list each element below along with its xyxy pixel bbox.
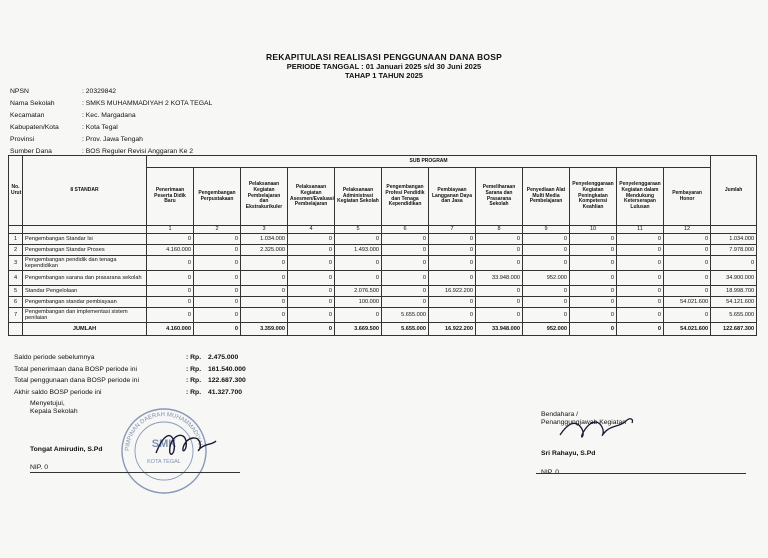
row-value: 0 <box>523 245 570 256</box>
table-row <box>9 234 757 245</box>
header-no-urut: No. Urut <box>9 156 23 226</box>
row-value: 100.000 <box>335 297 382 308</box>
summary-row <box>14 375 246 387</box>
row-value: 0 <box>617 234 664 245</box>
summary-row <box>14 352 246 364</box>
row-value: 0 <box>617 245 664 256</box>
row-value: 0 <box>382 256 429 271</box>
row-value: 0 <box>335 234 382 245</box>
rekapitulasi-table <box>8 155 757 336</box>
row-value: 0 <box>664 286 711 297</box>
summary-currency: : Rp. <box>186 365 202 373</box>
info-value: : BOS Reguler Revisi Anggaran Ke 2 <box>82 147 194 155</box>
signature-scribble-right-icon <box>556 405 636 451</box>
signature-left-name: Tongat Amirudin, S.Pd <box>30 446 103 453</box>
row-value: 2.325.000 <box>241 245 288 256</box>
summary-row <box>14 387 246 399</box>
column-number <box>23 226 147 234</box>
row-value: 0 <box>382 234 429 245</box>
header-jumlah: Jumlah <box>711 156 757 226</box>
info-row-npsn <box>10 85 212 97</box>
row-value: 0 <box>241 297 288 308</box>
row-value: 0 <box>147 271 194 286</box>
column-number: 12 <box>664 226 711 234</box>
row-number: 7 <box>9 308 23 323</box>
info-row-kecamatan <box>10 109 212 121</box>
column-number <box>9 226 23 234</box>
row-value: 0 <box>241 308 288 323</box>
signature-right-nip: NIP. 0 <box>541 469 560 476</box>
total-label: JUMLAH <box>23 323 147 336</box>
row-value: 0 <box>429 234 476 245</box>
row-value: 0 <box>194 256 241 271</box>
total-empty <box>9 323 23 336</box>
total-value: 0 <box>617 323 664 336</box>
row-standar: Pengembangan Standar Isi <box>23 234 147 245</box>
school-info <box>10 85 212 157</box>
summary-value: 161.540.000 <box>208 365 246 373</box>
row-number: 3 <box>9 256 23 271</box>
row-value: 0 <box>429 308 476 323</box>
info-row-kabupaten <box>10 121 212 133</box>
header-sub-program: SUB PROGRAM <box>147 156 711 168</box>
table-row <box>9 256 757 271</box>
row-value: 0 <box>147 234 194 245</box>
table-row <box>9 308 757 323</box>
table-row <box>9 245 757 256</box>
row-value: 4.160.000 <box>147 245 194 256</box>
row-standar: Pengembangan Standar Proses <box>23 245 147 256</box>
row-value: 0 <box>570 245 617 256</box>
column-header: Pelaksanaan Kegiatan Asesmen/Evaluasi Pembelajaran <box>288 168 335 226</box>
row-value: 0 <box>382 286 429 297</box>
row-value: 0 <box>570 308 617 323</box>
row-value: 0 <box>288 286 335 297</box>
total-value: 0 <box>570 323 617 336</box>
row-value: 0 <box>429 271 476 286</box>
row-value: 0 <box>288 308 335 323</box>
row-value: 0 <box>147 256 194 271</box>
row-value: 0 <box>194 286 241 297</box>
signature-left <box>30 400 103 471</box>
row-value: 0 <box>523 308 570 323</box>
row-standar: Pengembangan sarana dan prasarana sekolah <box>23 271 147 286</box>
row-value: 0 <box>194 245 241 256</box>
row-value: 0 <box>429 297 476 308</box>
row-value: 0 <box>288 245 335 256</box>
row-value: 1.493.000 <box>335 245 382 256</box>
column-number: 8 <box>476 226 523 234</box>
summary-currency: : Rp. <box>186 388 202 396</box>
signature-right-line <box>536 473 746 474</box>
column-header: Penyelenggaraan Kegiatan Peningkatan Kompetensi Keahlian <box>570 168 617 226</box>
row-value: 0 <box>476 308 523 323</box>
document-periode: PERIODE TANGGAL : 01 Januari 2025 s/d 30 Juni 2025 <box>286 62 482 71</box>
info-value: : Kec. Margadana <box>82 111 136 119</box>
row-value: 0 <box>523 286 570 297</box>
column-header: Penerimaan Peserta Didik Baru <box>147 168 194 226</box>
total-value: 952.000 <box>523 323 570 336</box>
row-value: 0 <box>617 286 664 297</box>
column-number: 4 <box>288 226 335 234</box>
row-value: 5.655.000 <box>382 308 429 323</box>
row-value: 0 <box>476 297 523 308</box>
summary-label: Total penggunaan dana BOSP periode ini <box>14 377 139 385</box>
row-value: 0 <box>429 256 476 271</box>
row-value: 0 <box>617 256 664 271</box>
document-tahap: TAHAP 1 TAHUN 2025 <box>345 71 423 80</box>
row-value: 0 <box>288 234 335 245</box>
info-label: Kecamatan <box>10 111 45 119</box>
total-value: 5.655.000 <box>382 323 429 336</box>
row-value: 0 <box>194 271 241 286</box>
row-jumlah: 18.998.700 <box>711 286 757 297</box>
row-value: 0 <box>288 256 335 271</box>
total-value: 33.948.000 <box>476 323 523 336</box>
total-value: 0 <box>288 323 335 336</box>
row-value: 0 <box>570 271 617 286</box>
row-value: 0 <box>241 286 288 297</box>
row-jumlah: 54.121.600 <box>711 297 757 308</box>
signature-left-line1: Menyetujui, <box>30 400 65 407</box>
signature-right-name: Sri Rahayu, S.Pd <box>541 450 596 457</box>
row-jumlah: 34.900.000 <box>711 271 757 286</box>
column-number: 3 <box>241 226 288 234</box>
column-header: Pembiayaan Langganan Daya dan Jasa <box>429 168 476 226</box>
total-value: 3.669.500 <box>335 323 382 336</box>
summary-value: 2.475.000 <box>208 354 239 362</box>
row-number: 6 <box>9 297 23 308</box>
column-header: Pelaksanaan Administrasi Kegiatan Sekolah <box>335 168 382 226</box>
summary-value: 41.327.700 <box>208 388 243 396</box>
row-value: 0 <box>664 256 711 271</box>
signature-right-line2: Penanggungjawab Kegiatan <box>541 419 627 426</box>
row-standar: Standar Pengelolaan <box>23 286 147 297</box>
total-jumlah: 122.687.300 <box>711 323 757 336</box>
svg-text:KOTA TEGAL: KOTA TEGAL <box>147 459 181 465</box>
column-number: 5 <box>335 226 382 234</box>
summary-label: Akhir saldo BOSP periode ini <box>14 388 102 396</box>
row-value: 1.034.000 <box>241 234 288 245</box>
row-value: 0 <box>523 256 570 271</box>
saldo-summary <box>14 352 246 398</box>
column-header: Penyelenggaraan Kegiatan dalam Mendukung Keterserapan Lulusan <box>617 168 664 226</box>
info-value: : SMKS MUHAMMADIYAH 2 KOTA TEGAL <box>82 99 213 107</box>
signature-scribble-left-icon <box>150 425 220 465</box>
row-value: 0 <box>147 308 194 323</box>
document-title: REKAPITULASI REALISASI PENGGUNAAN DANA BOSP <box>266 52 502 62</box>
row-value: 0 <box>570 297 617 308</box>
row-value: 0 <box>664 245 711 256</box>
row-value: 0 <box>429 245 476 256</box>
row-value: 0 <box>147 286 194 297</box>
column-number: 2 <box>194 226 241 234</box>
row-value: 0 <box>570 286 617 297</box>
row-value: 16.922.200 <box>429 286 476 297</box>
row-jumlah: 1.034.000 <box>711 234 757 245</box>
row-standar: Pengembangan pendidik dan tenaga kependidikan <box>23 256 147 271</box>
svg-text:PIMPINAN DAERAH MUHAMMADIYAH: PIMPINAN DAERAH MUHAMMADIYAH <box>124 411 203 452</box>
info-row-nama-sekolah <box>10 97 212 109</box>
column-header: Pemeliharaan Sarana dan Prasarana Sekolah <box>476 168 523 226</box>
header-standar: 8 STANDAR <box>23 156 147 226</box>
row-value: 0 <box>382 245 429 256</box>
row-number: 2 <box>9 245 23 256</box>
row-value: 0 <box>664 271 711 286</box>
info-row-provinsi <box>10 133 212 145</box>
column-number: 9 <box>523 226 570 234</box>
signature-left-line <box>30 472 240 473</box>
summary-value: 122.687.300 <box>208 377 246 385</box>
row-standar: Pengembangan dan implementasi sistem penilaian <box>23 308 147 323</box>
row-value: 0 <box>194 234 241 245</box>
column-header: Pelaksanaan Kegiatan Pembelajaran dan Ekstrakurikuler <box>241 168 288 226</box>
summary-currency: : Rp. <box>186 354 202 362</box>
info-value: : Kota Tegal <box>82 123 118 131</box>
column-number: 6 <box>382 226 429 234</box>
info-label: NPSN <box>10 87 29 95</box>
total-value: 54.021.600 <box>664 323 711 336</box>
row-value: 0 <box>194 297 241 308</box>
row-value: 0 <box>288 297 335 308</box>
row-number: 5 <box>9 286 23 297</box>
row-value: 0 <box>382 297 429 308</box>
row-value: 0 <box>617 297 664 308</box>
total-value: 3.359.000 <box>241 323 288 336</box>
column-number <box>711 226 757 234</box>
column-number: 1 <box>147 226 194 234</box>
row-value: 0 <box>476 234 523 245</box>
column-number: 11 <box>617 226 664 234</box>
row-value: 0 <box>617 271 664 286</box>
row-jumlah: 5.655.000 <box>711 308 757 323</box>
info-label: Nama Sekolah <box>10 99 55 107</box>
row-value: 0 <box>570 234 617 245</box>
row-value: 33.948.000 <box>476 271 523 286</box>
signature-left-nip: NIP. 0 <box>30 464 49 471</box>
row-value: 0 <box>288 271 335 286</box>
row-value: 0 <box>476 245 523 256</box>
info-label: Sumber Dana <box>10 147 52 155</box>
row-jumlah: 7.978.000 <box>711 245 757 256</box>
row-value: 0 <box>382 271 429 286</box>
info-value: : 20329842 <box>82 87 117 95</box>
row-number: 1 <box>9 234 23 245</box>
row-value: 0 <box>194 308 241 323</box>
row-value: 0 <box>617 308 664 323</box>
info-label: Provinsi <box>10 135 35 143</box>
row-jumlah: 0 <box>711 256 757 271</box>
info-value: : Prov. Jawa Tengah <box>82 135 143 143</box>
table-row <box>9 297 757 308</box>
row-value: 0 <box>241 256 288 271</box>
summary-currency: : Rp. <box>186 377 202 385</box>
row-value: 0 <box>664 308 711 323</box>
row-value: 0 <box>241 271 288 286</box>
column-header: Pengembangan Profesi Pendidik dan Tenaga Kependidikan <box>382 168 429 226</box>
total-value: 4.160.000 <box>147 323 194 336</box>
row-value: 0 <box>335 256 382 271</box>
total-value: 16.922.200 <box>429 323 476 336</box>
row-number: 4 <box>9 271 23 286</box>
column-header: Pengembangan Perpustakaan <box>194 168 241 226</box>
row-value: 0 <box>664 234 711 245</box>
total-value: 0 <box>194 323 241 336</box>
row-value: 54.021.600 <box>664 297 711 308</box>
table-row <box>9 286 757 297</box>
table-body <box>9 234 757 336</box>
summary-row <box>14 364 246 376</box>
row-value: 2.076.500 <box>335 286 382 297</box>
summary-label: Total penerimaan dana BOSP periode ini <box>14 365 138 373</box>
row-standar: Pengembangan standar pembiayaan <box>23 297 147 308</box>
table-total-row <box>9 323 757 336</box>
row-value: 0 <box>335 271 382 286</box>
signature-left-line2: Kepala Sekolah <box>30 408 78 415</box>
column-number: 10 <box>570 226 617 234</box>
row-value: 0 <box>523 297 570 308</box>
table-row <box>9 271 757 286</box>
svg-text:SMK: SMK <box>151 438 177 450</box>
row-value: 0 <box>147 297 194 308</box>
row-value: 0 <box>476 256 523 271</box>
column-number: 7 <box>429 226 476 234</box>
column-header: Penyediaan Alat Multi Media Pembelajaran <box>523 168 570 226</box>
row-value: 0 <box>476 286 523 297</box>
row-value: 952.000 <box>523 271 570 286</box>
row-value: 0 <box>335 308 382 323</box>
row-value: 0 <box>570 256 617 271</box>
column-header: Pembayaran Honor <box>664 168 711 226</box>
signature-right-line1: Bendahara / <box>541 411 579 418</box>
row-value: 0 <box>523 234 570 245</box>
summary-label: Saldo periode sebelumnya <box>14 354 95 362</box>
info-label: Kabupaten/Kota <box>10 123 59 131</box>
